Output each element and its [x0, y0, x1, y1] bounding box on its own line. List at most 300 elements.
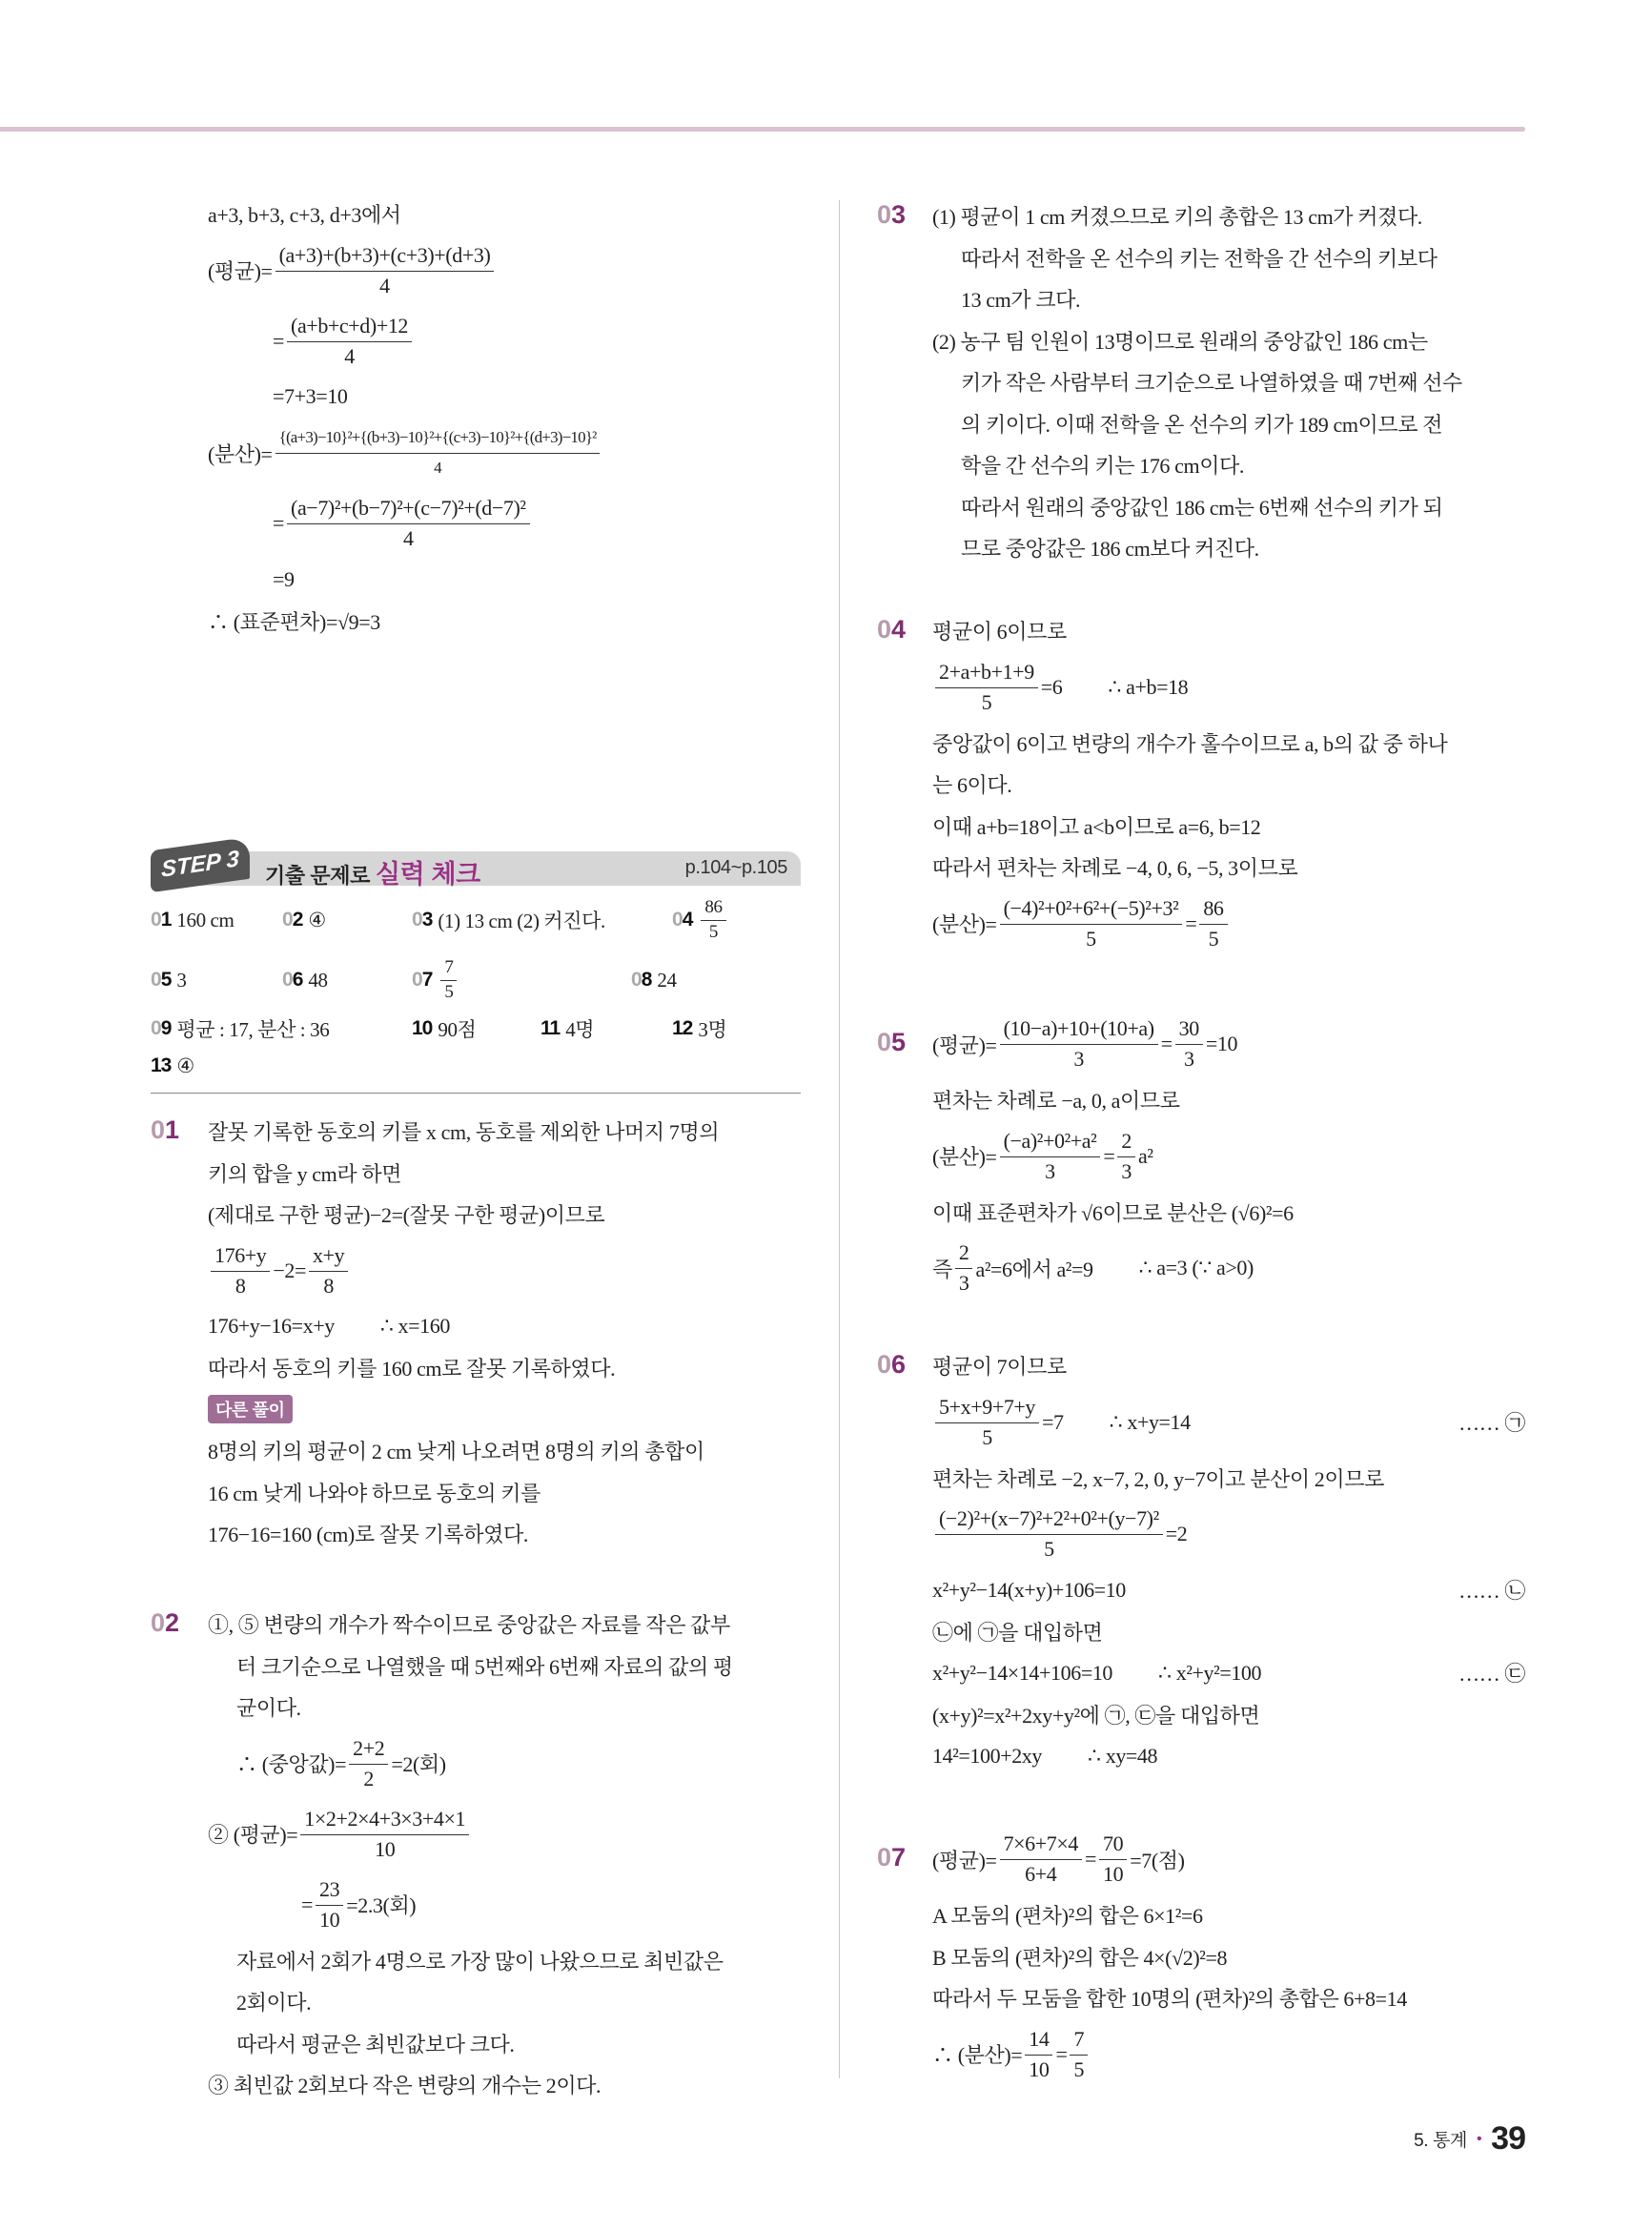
solution-line: [208, 1604, 801, 1646]
solution-01: [208, 1111, 818, 1555]
math-text: =7+3=10: [273, 384, 348, 409]
answer-item: [151, 1012, 329, 1046]
math-text: a²: [1138, 1143, 1153, 1168]
fraction-denominator: 3: [1183, 1047, 1194, 1071]
math-text: 8명의 키의 평균이 2 cm 낮게 나오려면 8명의 키의 총합이: [208, 1440, 704, 1464]
fraction-numerator: 7×6+7×4: [1000, 1830, 1082, 1860]
fraction-numerator: 176+y: [211, 1241, 270, 1272]
fraction: [309, 1241, 348, 1300]
answer-item: [631, 963, 677, 997]
math-text: =2(회): [391, 1752, 446, 1776]
number-prefix: 0: [412, 969, 422, 991]
fraction: [935, 658, 1038, 717]
number-prefix: 0: [672, 909, 683, 931]
fraction: [349, 1734, 388, 1793]
answer-value: 3: [176, 968, 187, 992]
solution-line: [208, 1646, 801, 1688]
fraction-numerator: 7: [1070, 2025, 1088, 2056]
math-text: ∴ x=160: [379, 1314, 450, 1339]
fraction: [1000, 1127, 1101, 1186]
math-text: A 모둠의 (편차)²의 합은 6×1²=6: [932, 1904, 1203, 1929]
math-text: =: [1185, 910, 1197, 935]
fraction-denominator: 3: [1121, 1158, 1132, 1183]
answer-item: [412, 957, 459, 1002]
solution-02: [208, 1604, 818, 2106]
math-text: 키의 합을 y cm라 하면: [208, 1161, 402, 1186]
fraction-denominator: 10: [1103, 1862, 1124, 1886]
solution-line: [932, 361, 1525, 403]
number-prefix: 0: [877, 200, 892, 229]
math-text: ∴ a+b=18: [1108, 674, 1189, 699]
solution-line: [932, 1345, 1525, 1387]
number-digit: 10: [412, 1017, 433, 1039]
solution-line: [208, 1153, 801, 1195]
answer-value: 24: [657, 968, 677, 992]
number-prefix: 0: [877, 1350, 892, 1379]
solution-line: [932, 1977, 1525, 2019]
solution-line: [208, 1940, 801, 1982]
math-text: 따라서 두 모둠을 합한 10명의 (편차)²의 총합은 6+8=14: [932, 1987, 1407, 2012]
fraction-numerator: {(a+3)−10}²+{(b+3)−10}²+{(c+3)−10}²+{(d+3)−10}²: [275, 423, 601, 454]
fraction-numerator: 70: [1099, 1830, 1127, 1860]
number-digit: 3: [421, 909, 433, 931]
answer-item: [412, 903, 605, 937]
solution-line: [208, 1111, 801, 1153]
math-text: (평균)=: [208, 259, 273, 283]
step3-badge-label: STEP 3: [161, 846, 239, 883]
fraction-numerator: 7: [440, 956, 457, 981]
math-text: B 모둠의 (편차)²의 합은 4×(√2)²=8: [932, 1945, 1228, 1970]
answer-item: [151, 1049, 194, 1083]
math-text: a²=6에서 a²=9: [975, 1257, 1093, 1281]
fraction: [1199, 894, 1227, 953]
math-text: 잘못 기록한 동호의 키를 x cm, 동호를 제외한 나머지 7명의: [208, 1120, 720, 1145]
step3-header: [151, 844, 801, 888]
fraction-denominator: 10: [319, 1907, 340, 1932]
step3-page-range: p.104~p.105: [684, 857, 787, 878]
header-rule: [0, 127, 1525, 132]
math-text: 균이다.: [236, 1696, 301, 1721]
problem-number: [151, 1608, 179, 1638]
solution-line: [932, 1121, 1525, 1192]
math-text: =7: [1042, 1409, 1064, 1434]
answer-value: 90점: [438, 1018, 477, 1041]
number-digit: 4: [682, 909, 693, 931]
number-digit: 13: [151, 1054, 172, 1076]
math-text: 터 크기순으로 나열했을 때 5번째와 6번째 자료의 값의 평: [236, 1654, 733, 1679]
fraction-denominator: 10: [375, 1836, 396, 1861]
number-digit: 6: [891, 1350, 907, 1379]
fraction-denominator: 10: [1029, 2056, 1050, 2081]
step3-title-accent: 실력 체크: [375, 860, 480, 889]
solution-line: [932, 527, 1525, 569]
solution-line: [932, 1694, 1525, 1736]
fraction: [1175, 1014, 1203, 1074]
fraction-numerator: 23: [316, 1875, 343, 1906]
number-prefix: 0: [151, 909, 161, 931]
math-text: x²+y²−14(x+y)+106=10: [932, 1577, 1126, 1602]
fraction-numerator: 86: [701, 896, 725, 921]
solution-line: [208, 306, 801, 377]
math-text: =6: [1040, 674, 1063, 699]
solution-line: [208, 1194, 801, 1236]
number-prefix: 0: [151, 1115, 166, 1144]
solution-line: [932, 1652, 1525, 1694]
fraction-numerator: (a+3)+(b+3)+(c+3)+(d+3): [275, 241, 495, 272]
equation-label: …… ㉡: [1458, 1579, 1525, 1604]
number-prefix: 0: [877, 1028, 892, 1056]
step3-title-text: 기출 문제로: [265, 864, 370, 888]
fraction-denominator: 5: [982, 1424, 992, 1449]
solution-line: [208, 1472, 801, 1514]
solution-line: [208, 1981, 801, 2023]
fraction-numerator: (a+b+c+d)+12: [287, 312, 412, 342]
fraction-denominator: 5: [1073, 2056, 1085, 2081]
solution-line: [932, 847, 1525, 889]
solution-line: [208, 1687, 801, 1729]
fraction-denominator: 5: [1086, 926, 1096, 951]
math-text: (분산)=: [932, 1145, 997, 1169]
number-digit: 11: [540, 1017, 561, 1039]
number-prefix: 0: [151, 969, 161, 991]
solution-line: [932, 806, 1525, 848]
fraction-numerator: (a−7)²+(b−7)²+(c−7)²+(d−7)²: [287, 494, 530, 524]
answer-item: [540, 1012, 594, 1046]
solution-line: [208, 1306, 801, 1348]
math-text: 따라서 평균은 최빈값보다 크다.: [236, 2032, 515, 2056]
solution-04: [932, 610, 1542, 959]
solution-line: [208, 1236, 801, 1306]
math-text: =: [1160, 1032, 1173, 1055]
math-text: =2.3(회): [346, 1893, 417, 1917]
math-text: 176+y−16=x+y: [208, 1314, 335, 1339]
answer-number: [282, 909, 302, 931]
math-text: 즉: [932, 1257, 952, 1281]
solution-line: [208, 194, 801, 235]
solution-line: [208, 418, 801, 488]
math-text: 자료에서 2회가 4명으로 가장 많이 나왔으므로 최빈값은: [236, 1949, 724, 1974]
problem-number: [877, 615, 906, 644]
fraction-denominator: 4: [379, 273, 390, 297]
answer-value: (1) 13 cm (2) 커진다.: [438, 910, 605, 932]
math-text: ∴ x²+y²=100: [1158, 1660, 1262, 1685]
number-digit: 7: [891, 1843, 907, 1872]
solution-07: [932, 1824, 1542, 2090]
number-digit: 2: [165, 1608, 180, 1637]
math-text: (x+y)²=x²+2xy+y²에 ㉠, ㉢을 대입하면: [932, 1703, 1260, 1728]
solution-line: [208, 1729, 801, 1799]
fraction-numerator: (−a)²+0²+a²: [1000, 1127, 1101, 1157]
math-text: (평균)=: [932, 1033, 997, 1057]
math-text: ③ 최빈값 2회보다 작은 변량의 개수는 2이다.: [208, 2074, 602, 2098]
answer-number: [672, 909, 692, 931]
math-text: (평균)=: [932, 1848, 997, 1872]
solution-line: [932, 403, 1525, 445]
fraction-denominator: 3: [958, 1271, 969, 1295]
solution-05: [932, 1009, 1542, 1303]
solution-block-intro: [208, 194, 818, 642]
answer-number: [631, 969, 651, 992]
math-text: 는 6이다.: [932, 773, 1012, 798]
math-text: (분산)=: [208, 441, 273, 466]
math-text: 따라서 편차는 차례로 −4, 0, 6, −5, 3이므로: [932, 856, 1298, 881]
math-text: =2: [1165, 1522, 1188, 1545]
fraction: [1000, 1014, 1158, 1074]
math-text: =: [1103, 1143, 1115, 1168]
math-text: 이때 표준편차가 √6이므로 분산은 (√6)²=6: [932, 1200, 1294, 1225]
solution-line: [932, 320, 1525, 362]
number-prefix: 0: [151, 1017, 161, 1039]
math-text: 16 cm 낮게 나와야 하므로 동호의 키를: [208, 1481, 540, 1505]
solution-line: [932, 1569, 1525, 1611]
fraction-denominator: 4: [344, 343, 355, 368]
fraction: [1070, 2025, 1088, 2084]
fraction-denominator: 4: [403, 526, 414, 550]
fraction-numerator: 2+a+b+1+9: [935, 658, 1038, 688]
number-digit: 1: [160, 909, 172, 931]
solution-line: [932, 2019, 1525, 2090]
fraction-denominator: 4: [434, 459, 441, 477]
problem-number: [877, 1350, 906, 1380]
fraction-denominator: 6+4: [1025, 1862, 1057, 1886]
math-text: 14²=100+2xy: [932, 1743, 1043, 1768]
solution-line: [932, 1894, 1525, 1936]
number-digit: 5: [160, 969, 172, 991]
fraction: [701, 896, 725, 944]
answer-number: [412, 909, 432, 931]
solution-line: [208, 1347, 801, 1389]
number-prefix: 0: [282, 909, 293, 931]
solution-line: [208, 1799, 801, 1870]
solution-line: [208, 601, 801, 643]
solution-line: [208, 2064, 801, 2106]
math-text: ①, ⑤ 변량의 개수가 짝수이므로 중앙값은 자료를 작은 값부: [208, 1613, 730, 1638]
math-text: =: [1085, 1847, 1097, 1871]
solution-line: [208, 1870, 801, 1940]
fraction: [1000, 1830, 1082, 1889]
fraction-denominator: 2: [363, 1766, 375, 1790]
math-text: ∴ (중앙값)=: [236, 1752, 347, 1776]
math-text: ∴ (분산)=: [932, 2043, 1023, 2067]
solution-line: [932, 1611, 1525, 1653]
solution-line: [208, 2023, 801, 2065]
fraction-numerator: 1×2+2×4+3×3+4×1: [300, 1805, 469, 1835]
answer-number: [282, 969, 302, 992]
solution-line: [932, 444, 1525, 486]
fraction-numerator: 2: [1117, 1127, 1135, 1157]
fraction: [275, 423, 601, 482]
answer-value: 3명: [698, 1018, 727, 1041]
solution-line: [932, 237, 1525, 279]
solution-line: [932, 1192, 1525, 1234]
solution-line: [208, 1513, 801, 1555]
fraction: [955, 1238, 973, 1298]
math-text: 따라서 원래의 중앙값인 186 cm는 6번째 선수의 키가 되: [961, 495, 1443, 520]
number-digit: 9: [160, 1017, 172, 1039]
math-text: 중앙값이 6이고 변량의 개수가 홀수이므로 a, b의 값 중 하나: [932, 731, 1448, 756]
answer-value: 평균 : 17, 분산 : 36: [176, 1018, 330, 1041]
number-prefix: 0: [877, 1843, 892, 1872]
solution-line: [932, 723, 1525, 765]
fraction: [1099, 1830, 1127, 1889]
number-digit: 6: [292, 969, 303, 991]
fraction-numerator: 2+2: [349, 1734, 388, 1765]
answer-number: [151, 1054, 171, 1077]
equation-label: …… ㉠: [1458, 1411, 1525, 1435]
fraction-denominator: 8: [323, 1273, 334, 1298]
math-text: ∴ xy=48: [1088, 1743, 1158, 1768]
math-text: =7(점): [1130, 1848, 1185, 1872]
solution-line: [208, 1389, 801, 1431]
math-text: a+3, b+3, c+3, d+3에서: [208, 203, 401, 228]
math-text: 편차는 차례로 −2, x−7, 2, 0, y−7이고 분산이 2이므로: [932, 1466, 1384, 1491]
solution-line: [932, 1824, 1525, 1894]
fraction: [1117, 1127, 1135, 1186]
math-text: 따라서 동호의 키를 160 cm로 잘못 기록하였다.: [208, 1357, 616, 1381]
fraction: [1000, 894, 1183, 953]
fraction-numerator: 14: [1025, 2025, 1052, 2056]
math-text: ∴ x+y=14: [1109, 1409, 1191, 1434]
number-digit: 8: [641, 969, 652, 991]
solution-line: [932, 889, 1525, 959]
solution-line: [932, 195, 1525, 237]
solution-line: [932, 486, 1525, 528]
solution-line: [932, 1936, 1525, 1978]
solution-line: [932, 652, 1525, 723]
fraction: [935, 1393, 1039, 1452]
math-text: ∴ a=3 (∵ a>0): [1138, 1256, 1254, 1279]
solution-line: [208, 377, 801, 419]
fraction: [1025, 2025, 1052, 2084]
solution-line: [932, 1458, 1525, 1500]
math-text: 평균이 7이므로: [932, 1355, 1067, 1380]
fraction: [440, 956, 457, 1004]
answer-value: ④: [176, 1054, 194, 1077]
math-text: 2회이다.: [236, 1991, 312, 2015]
solution-line: [932, 1735, 1525, 1777]
solution-line: [932, 1387, 1525, 1458]
answer-value: 48: [308, 968, 328, 992]
number-digit: 4: [891, 615, 907, 644]
math-text: =: [273, 511, 285, 535]
solution-line: [208, 488, 801, 559]
solution-line: [208, 235, 801, 306]
answer-number: [672, 1017, 692, 1040]
solution-line: [932, 610, 1525, 652]
page-number: 39: [1491, 2120, 1525, 2157]
number-digit: 2: [292, 909, 303, 931]
math-text: (1) 평균이 1 cm 커졌으므로 키의 총합은 13 cm가 커졌다.: [932, 205, 1422, 230]
math-text: 176−16=160 (cm)로 잘못 기록하였다.: [208, 1523, 528, 1547]
fraction-denominator: 5: [1208, 926, 1219, 951]
solution-line: [208, 1430, 801, 1472]
fraction-numerator: x+y: [309, 1241, 348, 1272]
math-text: =: [301, 1892, 314, 1916]
math-text: =9: [273, 566, 295, 591]
problem-number: [877, 1028, 906, 1057]
fraction: [316, 1875, 343, 1934]
fraction-denominator: 8: [235, 1273, 246, 1298]
chapter-label: 5. 통계: [1414, 2131, 1467, 2151]
fraction: [935, 1504, 1163, 1564]
fraction-denominator: 5: [444, 982, 454, 1002]
solution-06: [932, 1345, 1542, 1777]
solution-line: [932, 1009, 1525, 1079]
solution-line: [932, 764, 1525, 806]
solution-line: [932, 1079, 1525, 1121]
math-text: 키가 작은 사람부터 크기순으로 나열하였을 때 7번째 선수: [961, 371, 1462, 396]
fraction: [287, 312, 412, 371]
math-text: (2) 농구 팀 인원이 13명이므로 원래의 중앙값인 186 cm는: [932, 329, 1428, 354]
math-text: 평균이 6이므로: [932, 620, 1067, 644]
answer-separator: [151, 1093, 801, 1094]
math-text: ② (평균)=: [208, 1823, 298, 1847]
math-text: 의 키이다. 이때 전학을 온 선수의 키가 189 cm이므로 전: [961, 412, 1443, 437]
answer-value: 4명: [565, 1018, 595, 1041]
math-text: 편차는 차례로 −a, 0, a이므로: [932, 1089, 1180, 1114]
math-text: (분산)=: [932, 912, 997, 936]
fraction-numerator: (−4)²+0²+6²+(−5)²+3²: [1000, 894, 1183, 925]
math-text: 므로 중앙값은 186 cm보다 커진다.: [961, 537, 1259, 562]
number-prefix: 0: [631, 969, 642, 991]
math-text: −2=: [273, 1258, 307, 1282]
answer-number: [151, 969, 171, 992]
answer-number: [540, 1017, 560, 1040]
fraction-denominator: 3: [1073, 1047, 1084, 1071]
fraction: [275, 241, 495, 300]
answer-item: [412, 1012, 476, 1046]
solution-03: [932, 195, 1542, 569]
math-text: =10: [1205, 1032, 1238, 1055]
answer-value: 160 cm: [176, 908, 235, 931]
answer-number: [151, 909, 171, 931]
answer-item: [672, 1012, 726, 1046]
fraction-numerator: (−2)²+(x−7)²+2²+0²+(y−7)²: [935, 1504, 1163, 1535]
number-prefix: 0: [282, 969, 293, 991]
solution-line: [932, 1499, 1525, 1569]
answer-item: [151, 963, 186, 997]
solution-line: [932, 1233, 1525, 1303]
math-text: (제대로 구한 평균)−2=(잘못 구한 평균)이므로: [208, 1203, 605, 1228]
math-text: 학을 간 선수의 키는 176 cm이다.: [961, 454, 1244, 479]
fraction: [211, 1241, 270, 1300]
problem-number: [877, 1843, 906, 1872]
solution-line: [932, 278, 1525, 320]
answer-number: [151, 1017, 171, 1040]
number-digit: 1: [165, 1115, 180, 1144]
math-text: =: [1055, 2041, 1068, 2066]
math-text: 이때 a+b=18이고 a<b이므로 a=6, b=12: [932, 814, 1261, 839]
fraction-denominator: 5: [1044, 1537, 1054, 1561]
fraction-denominator: 5: [981, 689, 992, 714]
fraction: [287, 494, 530, 553]
answer-item: [151, 903, 234, 937]
fraction-denominator: 5: [708, 922, 719, 942]
math-text: 따라서 전학을 온 선수의 키는 전학을 간 선수의 키보다: [961, 246, 1438, 271]
problem-number: [877, 200, 906, 230]
number-digit: 5: [891, 1028, 907, 1056]
math-text: 13 cm가 크다.: [961, 288, 1081, 313]
fraction-numerator: 2: [955, 1238, 973, 1269]
math-text: ∴ (표준편차)=√9=3: [208, 609, 380, 634]
page-footer: [1414, 2120, 1525, 2158]
fraction-numerator: 5+x+9+7+y: [935, 1393, 1039, 1423]
equation-label: …… ㉢: [1458, 1662, 1525, 1687]
answer-item: [282, 963, 328, 997]
math-text: =: [273, 328, 285, 353]
number-prefix: 0: [877, 615, 892, 644]
answer-item: [282, 903, 326, 937]
